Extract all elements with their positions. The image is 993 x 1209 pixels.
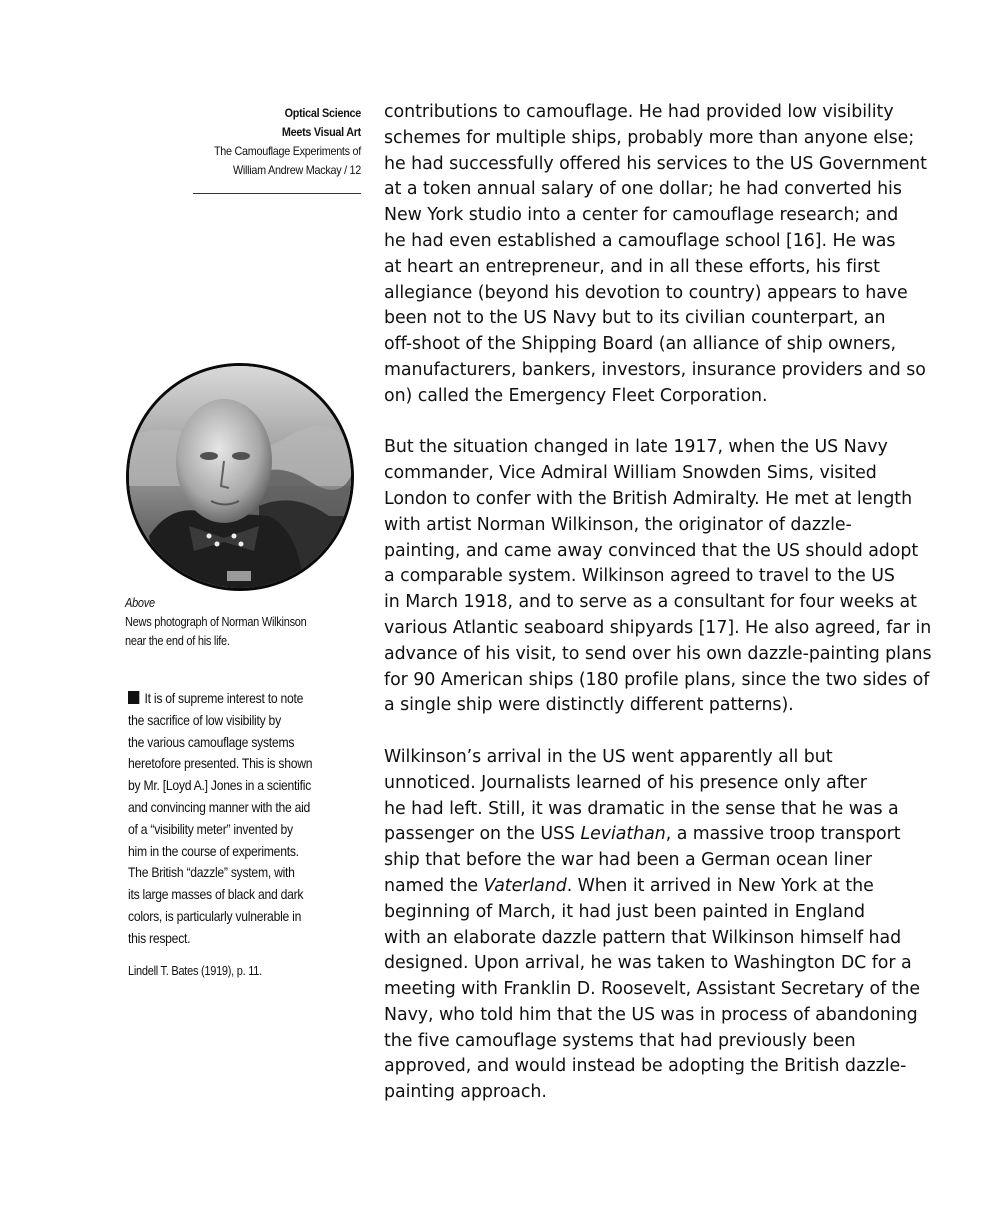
paragraph-2 [384, 435, 932, 719]
quote-line: him in the course of experiments. [128, 842, 299, 859]
text-line: advance of his visit, to send over his own dazzle-painting plans [384, 643, 932, 664]
header-title-line1: Optical Science [284, 106, 361, 120]
quote-line: this respect. [128, 929, 191, 946]
text-line: New York studio into a center for camouflage research; and [384, 205, 899, 226]
text-line: manufacturers, bankers, investors, insurance providers and so [384, 359, 926, 380]
text-line: allegiance (beyond his devotion to country) appears to have [384, 282, 908, 303]
quote-line: of a “visibility meter” invented by [128, 820, 293, 837]
text-line: with artist Norman Wilkinson, the originator of dazzle- [384, 514, 852, 535]
caption-text-line2: near the end of his life. [125, 634, 230, 648]
quote-line: It is of supreme interest to note [144, 690, 304, 706]
ship-name-vaterland: Vaterland [483, 875, 567, 896]
ship-name-leviathan: Leviathan [580, 824, 666, 845]
text-line: off-shoot of the Shipping Board (an alliance of ship owners, [384, 334, 897, 355]
text-segment: named the [384, 875, 484, 896]
text-line: beginning of March, it had just been painted in England [384, 901, 865, 922]
text-line: he had left. Still, it was dramatic in the sense that he was a [384, 798, 899, 819]
caption-label: Above [125, 596, 155, 610]
header-subtitle-line2: William Andrew Mackay / 12 [232, 163, 361, 177]
quote-line: the various camouflage systems [128, 733, 295, 750]
text-line: But the situation changed in late 1917, when the US Navy [384, 437, 888, 458]
text-line: he had even established a camouflage school [16]. He was [384, 230, 896, 251]
text-line: meeting with Franklin D. Roosevelt, Assistant Secretary of the [384, 979, 921, 1000]
header-subtitle-line1: The Camouflage Experiments of [213, 144, 361, 158]
text-line: painting approach. [384, 1082, 547, 1103]
quote-line: colors, is particularly vulnerable in [128, 907, 302, 924]
text-line: with an elaborate dazzle pattern that Wilkinson himself had [384, 927, 902, 948]
text-segment: . When it arrived in New York at the [566, 875, 874, 896]
body-text [384, 100, 932, 1132]
text-line [384, 822, 929, 848]
text-line: a comparable system. Wilkinson agreed to travel to the US [384, 566, 895, 587]
quote-line: its large masses of black and dark [128, 886, 304, 903]
text-line: at heart an entrepreneur, and in all these efforts, his first [384, 256, 880, 277]
text-line: schemes for multiple ships, probably more than anyone else; [384, 127, 915, 148]
quote-line: The British “dazzle” system, with [128, 864, 295, 881]
quote-line: by Mr. [Loyd A.] Jones in a scientific [128, 777, 312, 794]
text-line: approved, and would instead be adopting the British dazzle- [384, 1056, 907, 1077]
header-title-line2: Meets Visual Art [281, 125, 361, 139]
text-line: Wilkinson’s arrival in the US went apparently all but [384, 746, 833, 767]
quote-line: heretofore presented. This is shown [128, 755, 313, 772]
paragraph-3 [384, 745, 929, 1106]
text-line: designed. Upon arrival, he was taken to Washington DC for a [384, 953, 912, 974]
text-line: on) called the Emergency Fleet Corporation. [384, 385, 768, 406]
header-rule [193, 193, 361, 194]
text-line: the five camouflage systems that had previously been [384, 1030, 856, 1051]
quote-source: Lindell T. Bates (1919), p. 11. [128, 964, 262, 978]
text-line [384, 874, 929, 900]
text-line: a single ship were distinctly different patterns). [384, 695, 794, 716]
text-line: commander, Vice Admiral William Snowden Sims, visited [384, 463, 877, 484]
text-line: Navy, who told him that the US was in process of abandoning [384, 1004, 918, 1025]
text-line: at a token annual salary of one dollar; he had converted his [384, 179, 902, 200]
sidebar-quote [128, 688, 341, 950]
portrait-photo [126, 363, 354, 591]
text-segment: passenger on the USS [384, 824, 581, 845]
text-line: contributions to camouflage. He had provided low visibility [384, 102, 894, 122]
text-line: in March 1918, and to serve as a consultant for four weeks at [384, 592, 917, 613]
portrait-image [129, 366, 351, 588]
bullet-square-icon [128, 691, 139, 704]
figure-caption [125, 594, 327, 651]
text-line: various Atlantic seaboard shipyards [17]. He also agreed, far in [384, 617, 932, 638]
paragraph-1 [384, 100, 929, 410]
running-header [145, 104, 361, 180]
text-line: unnoticed. Journalists learned of his presence only after [384, 772, 867, 793]
text-line: for 90 American ships (180 profile plans, since the two sides of [384, 669, 930, 690]
quote-line: and convincing manner with the aid [128, 798, 311, 815]
text-line: been not to the US Navy but to its civilian counterpart, an [384, 308, 886, 329]
text-line: painting, and came away convinced that the US should adopt [384, 540, 919, 561]
text-line: ship that before the war had been a German ocean liner [384, 850, 872, 871]
quote-line: the sacrifice of low visibility by [128, 711, 281, 728]
text-line: London to confer with the British Admiralty. He met at length [384, 488, 913, 509]
text-line: he had successfully offered his services to the US Government [384, 153, 927, 174]
caption-text-line1: News photograph of Norman Wilkinson [125, 615, 307, 629]
text-segment: , a massive troop transport [665, 824, 901, 845]
